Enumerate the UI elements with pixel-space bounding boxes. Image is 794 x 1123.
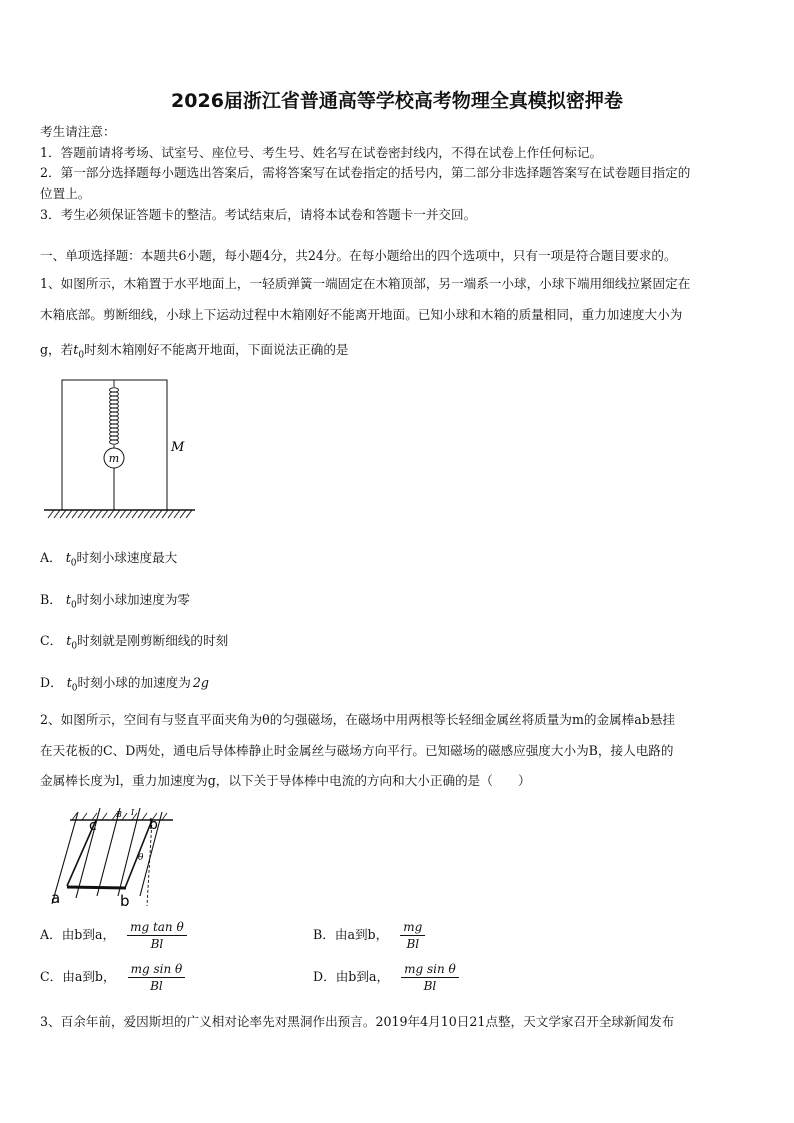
box-label: M <box>171 440 185 455</box>
q2-line-3: 金属棒长度为l，重力加速度为g，以下关于导体棒中电流的方向和大小正确的是（ ） <box>40 773 531 788</box>
t-subscript: 0 <box>71 641 78 652</box>
notice-item-2: 2．第一部分选择题每小题选出答案后，需将答案写在试卷指定的括号内，第二部分非选择题答案写在试卷题目指定的 <box>40 165 691 180</box>
numerator: mg sin θ <box>128 962 186 978</box>
q1-option-c <box>40 630 228 652</box>
option-letter: D． <box>40 675 63 690</box>
numerator: mg <box>400 920 425 936</box>
label-B: B <box>116 810 122 819</box>
option-tail: 2g <box>192 675 209 690</box>
q2-line-1: 2、如图所示，空间有与竖直平面夹角为θ的匀强磁场，在磁场中用两根等长轻细金属丝将质量为m的金属棒ab悬挂 <box>40 712 676 727</box>
label-b-top: b <box>149 817 158 833</box>
option-text: 时刻小球加速度为零 <box>76 592 191 607</box>
t-subscript: 0 <box>70 558 77 569</box>
q2-option-c <box>40 962 185 993</box>
fraction <box>401 962 459 993</box>
label-I: I <box>131 808 135 817</box>
option-text: 时刻小球速度最大 <box>76 550 178 565</box>
option-letter: B． <box>40 592 62 607</box>
option-text: 时刻小球的加速度为 <box>77 675 191 690</box>
q2-line-2: 在天花板的C、D两处，通电后导体棒静止时金属丝与磁场方向平行。已知磁场的磁感应强度大小为B，接人电路的 <box>40 743 674 758</box>
field-lines <box>52 808 162 904</box>
label-a: a <box>51 889 61 907</box>
q1-line-3 <box>40 339 349 361</box>
t-symbol: t <box>66 633 72 648</box>
q1-line-2: 木箱底部。剪断细线，小球上下运动过程中木箱刚好不能离开地面。已知小球和木箱的质量相同，重力加速度大小为 <box>40 307 683 322</box>
q2-option-d <box>313 962 459 993</box>
t-symbol: t <box>65 550 71 565</box>
q1-option-a <box>40 547 177 569</box>
option-text: 由b到a， <box>335 969 390 984</box>
section-heading: 一、单项选择题：本题共6小题，每小题4分，共24分。在每小题给出的四个选项中，只有一项是符合题目要求的。 <box>40 248 677 263</box>
q1-spring-box-figure <box>40 375 200 525</box>
q3-line-1: 3、百余年前，爱因斯坦的广义相对论率先对黑洞作出预言。2019年4月10日21点整，天文学家召开全球新闻发布 <box>40 1014 675 1029</box>
q1-line-3-pre: g，若 <box>40 342 74 357</box>
denominator: Bl <box>406 937 420 951</box>
page-title: 2026届浙江省普通高等学校高考物理全真模拟密押卷 <box>171 90 623 112</box>
label-b-bottom: b <box>120 892 130 910</box>
fraction <box>128 962 186 993</box>
notice-item-2-cont: 位置上。 <box>40 186 91 201</box>
option-letter: B． <box>313 927 335 942</box>
notice-item-1: 1．答题前请将考场、试室号、座位号、考生号、姓名写在试卷密封线内，不得在试卷上作任何标记。 <box>40 145 603 160</box>
option-letter: A． <box>40 550 62 565</box>
q1-option-b <box>40 589 190 611</box>
denominator: Bl <box>150 979 163 993</box>
notice-heading: 考生请注意： <box>40 124 116 139</box>
t-symbol: t <box>65 592 71 607</box>
fraction <box>400 920 425 951</box>
q1-line-3-post: 时刻木箱刚好不能离开地面，下面说法正确的是 <box>84 342 349 357</box>
q1-option-d <box>40 672 209 694</box>
option-letter: D． <box>313 969 336 984</box>
option-letter: C． <box>40 969 63 984</box>
ball-label: m <box>108 452 120 465</box>
option-letter: C． <box>40 633 63 648</box>
numerator: mg tan θ <box>127 920 187 936</box>
ground-hatch <box>48 510 192 518</box>
spring <box>110 380 119 448</box>
label-theta: θ <box>138 853 144 863</box>
denominator: Bl <box>150 937 164 951</box>
t-subscript: 0 <box>70 600 77 611</box>
metal-rod <box>67 887 126 888</box>
label-c: c <box>89 818 97 834</box>
option-text: 由a到b， <box>62 969 116 984</box>
option-text: 由b到a， <box>61 927 116 942</box>
t-symbol: t <box>73 342 79 357</box>
t-subscript: 0 <box>71 683 78 694</box>
option-letter: A． <box>40 927 62 942</box>
t-subscript: 0 <box>78 350 85 361</box>
option-text: 时刻就是刚剪断细线的时刻 <box>77 633 229 648</box>
option-text: 由a到b， <box>334 927 389 942</box>
fraction <box>127 920 187 951</box>
q2-magnetic-field-figure <box>40 802 180 910</box>
q2-option-b <box>313 920 425 951</box>
q1-line-1: 1、如图所示，木箱置于水平地面上，一轻质弹簧一端固定在木箱顶部，另一端系一小球，小球下端用细线拉紧固定在 <box>40 276 691 291</box>
denominator: Bl <box>423 979 437 993</box>
t-symbol: t <box>66 675 72 690</box>
notice-item-3: 3．考生必须保证答题卡的整洁。考试结束后，请将本试卷和答题卡一并交回。 <box>40 207 477 222</box>
numerator: mg sin θ <box>401 962 459 978</box>
q2-option-a <box>40 920 187 951</box>
